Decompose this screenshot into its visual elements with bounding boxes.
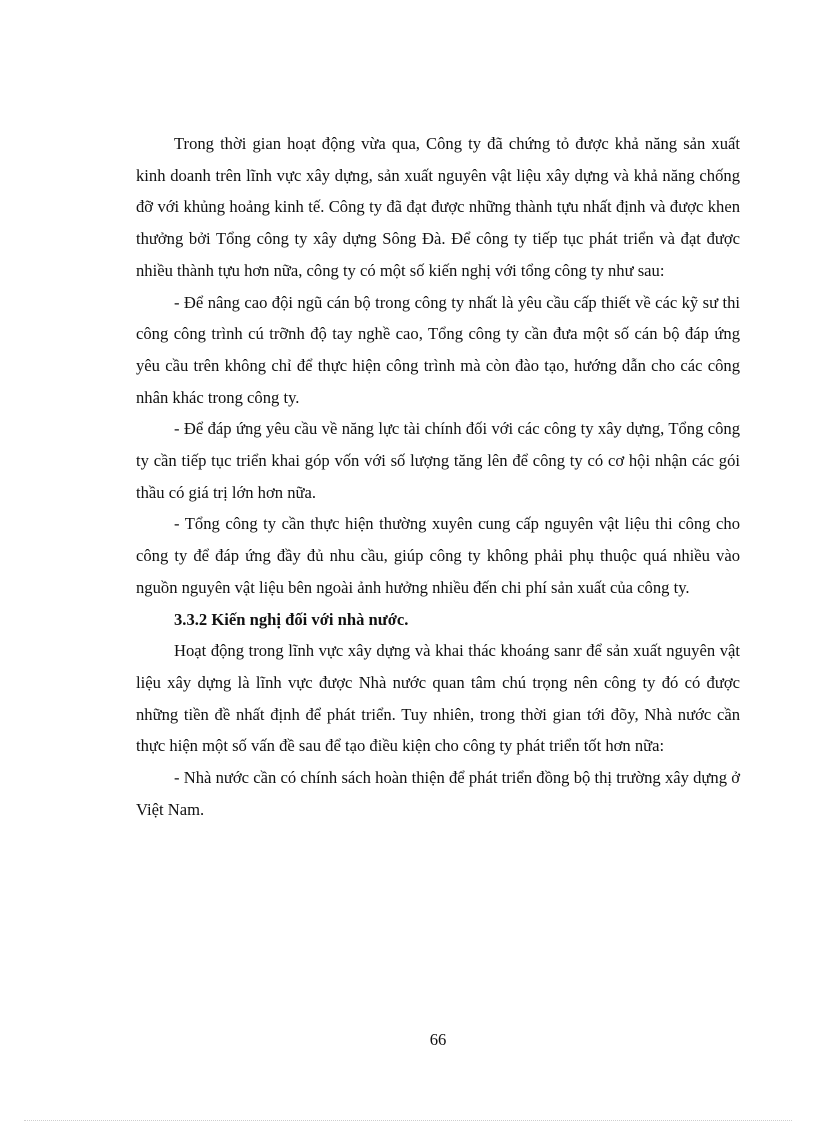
paragraph-state-intro: Hoạt động trong lĩnh vực xây dựng và khai thác khoáng sanr để sản xuất nguyên vật liệu xây dựng là lĩnh vực được Nhà nước quan tâm chú trọng nên công ty đó có được những tiền đề nhất định để phát triển. Tuy nhiên, trong thời gian tới đõy, Nhà nước cần thực hiện một số vấn đề sau để tạo điều kiện cho công ty phát triển tốt hơn nữa:: [136, 641, 740, 756]
paragraph-state-policy: - Nhà nước cần có chính sách hoàn thiện để phát triển đồng bộ thị trường xây dựng ở Việt Nam.: [136, 768, 740, 819]
section-heading: 3.3.2 Kiến nghị đối với nhà nước.: [174, 609, 409, 629]
paragraph-recommendation-staff: - Để nâng cao đội ngũ cán bộ trong công ty nhất là yêu cầu cấp thiết về các kỹ sư thi công công trình cú trỡnh độ tay nghề cao, Tổng công ty cần đưa một số cán bộ đáp ứng yêu cầu trên không chỉ để thực hiện công trình mà còn đào tạo, hướng dẫn cho các công nhân khác trong công ty.: [136, 292, 740, 407]
page-number: 66: [429, 1030, 447, 1049]
paragraph-intro: Trong thời gian hoạt động vừa qua, Công ty đã chứng tỏ được khả năng sản xuất kinh doanh trên lĩnh vực xây dựng, sản xuất nguyên vật liệu xây dựng và khả năng chống đỡ với khủng hoảng kinh tế. Công ty đã đạt được những thành tựu nhất định và được khen thưởng bởi Tổng công ty xây dựng Sông Đà. Để công ty tiếp tục phát triển và đạt được nhiều thành tựu hơn nữa, công ty có một số kiến nghị với tổng công ty như sau:: [136, 134, 740, 280]
page-bottom-divider: [24, 1120, 792, 1121]
body-text: [136, 128, 740, 825]
paragraph-recommendation-finance: - Để đáp ứng yêu cầu về năng lực tài chính đối với các công ty xây dựng, Tổng công ty cần tiếp tục triển khai góp vốn với số lượng tăng lên để công ty có cơ hội nhận các gói thầu có giá trị lớn hơn nữa.: [136, 419, 740, 502]
paragraph-recommendation-materials: - Tổng công ty cần thực hiện thường xuyên cung cấp nguyên vật liệu thi công cho công ty để đáp ứng đầy đủ nhu cầu, giúp công ty không phải phụ thuộc quá nhiều vào nguồn nguyên vật liệu bên ngoài ảnh hưởng nhiều đến chi phí sản xuất của công ty.: [136, 514, 740, 597]
